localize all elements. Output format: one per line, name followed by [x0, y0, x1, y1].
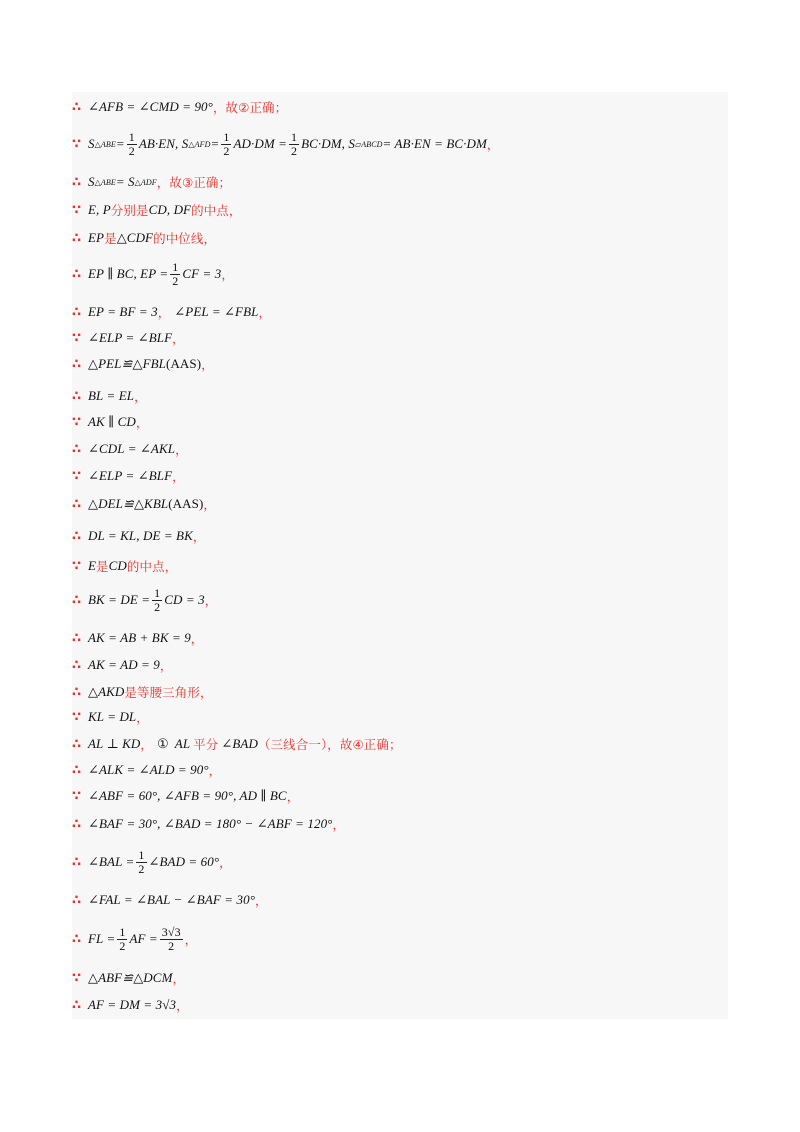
solution-line: ∵ E 是 CD 的中点， — [72, 558, 178, 574]
solution-line: ∴ AK = AD = 9 ， — [72, 657, 173, 673]
fraction: $\frac{1}{2}$ — [119, 924, 126, 953]
solution-line: ∴ FL = $\frac{1}{2}$ AF = $\frac{3√3}{2}$ ， — [72, 924, 198, 953]
solution-line: ∴ △DEL≌△KBL (AAS) ， — [72, 496, 216, 512]
solution-line: ∴ ∠AFB = ∠CMD = 90° ，故②正确； — [72, 99, 288, 115]
solution-line: ∴ EP ∥ BC, EP = $\frac{1}{2}$ CF = 3 ， — [72, 259, 234, 288]
solution-line: ∴ EP 是 △CDF 的中位线， — [72, 230, 217, 246]
solution-line: ∴ AL ⊥ KD ， ① AL 平分 ∠BAD （三线合一），故④正确； — [72, 736, 402, 752]
fraction: $\frac{1}{2}$ — [128, 129, 135, 158]
solution-line: ∴ BK = DE = $\frac{1}{2}$ CD = 3 ， — [72, 585, 218, 614]
fraction: $\frac{1}{2}$ — [290, 129, 298, 158]
solution-line: ∴ △PEL≌△FBL (AAS) ， — [72, 356, 214, 372]
fraction: $\frac{1}{2}$ — [223, 129, 230, 158]
fraction: $\frac{1}{2}$ — [172, 259, 179, 288]
solution-line: ∴ AK = AB + BK = 9 ， — [72, 630, 204, 646]
solution-line: ∴ S △ABE = S △ADF ，故③正确； — [72, 174, 232, 190]
solution-line: ∵ ∠ELP = ∠BLF ， — [72, 468, 185, 484]
solution-line: ∴ BL = EL ， — [72, 388, 147, 404]
solution-line: ∴ ∠BAL = $\frac{1}{2}$ ∠BAD = 60° ， — [72, 847, 232, 876]
solution-line: ∴ △AKD 是等腰三角形， — [72, 684, 213, 700]
solution-line: ∴ ∠FAL = ∠BAL − ∠BAF = 30° ， — [72, 892, 268, 908]
fraction: $\frac{3√3}{2}$ — [161, 924, 181, 953]
solution-line: ∵ KL = DL ， — [72, 709, 149, 725]
solution-line: ∴ AF = DM = 3√3 ， — [72, 997, 189, 1013]
fraction: $\frac{1}{2}$ — [138, 847, 145, 876]
solution-line: ∵ E, P 分别是 CD, DF 的中点， — [72, 202, 242, 218]
solution-sheet — [72, 92, 728, 1019]
solution-line: ∴ ∠BAF = 30°, ∠BAD = 180° − ∠ABF = 120° ， — [72, 816, 346, 832]
solution-line: ∵ ∠ELP = ∠BLF ， — [72, 330, 185, 346]
solution-line: ∵ △ABF≌△DCM ， — [72, 970, 186, 986]
fraction: $\frac{1}{2}$ — [154, 585, 161, 614]
solution-line: ∴ EP = BF = 3 ， ∠PEL = ∠FBL ， — [72, 304, 272, 320]
solution-line: ∴ ∠ALK = ∠ALD = 90° ， — [72, 762, 222, 778]
solution-line: ∴ DL = KL, DE = BK ， — [72, 528, 206, 544]
solution-line: ∵ AK ∥ CD ， — [72, 414, 149, 430]
solution-line: ∵ ∠ABF = 60°, ∠AFB = 90°, AD ∥ BC ， — [72, 788, 300, 804]
solution-line: ∴ ∠CDL = ∠AKL ， — [72, 441, 188, 457]
solution-line: ∵ S △ABE = $\frac{1}{2}$ AB·EN, S △AFD = $\frac{1}{2}$ AD·DM = $\frac{1}{2}$ BC·DM, S ▱ABCD = AB·EN = BC·DM ， — [72, 129, 500, 158]
